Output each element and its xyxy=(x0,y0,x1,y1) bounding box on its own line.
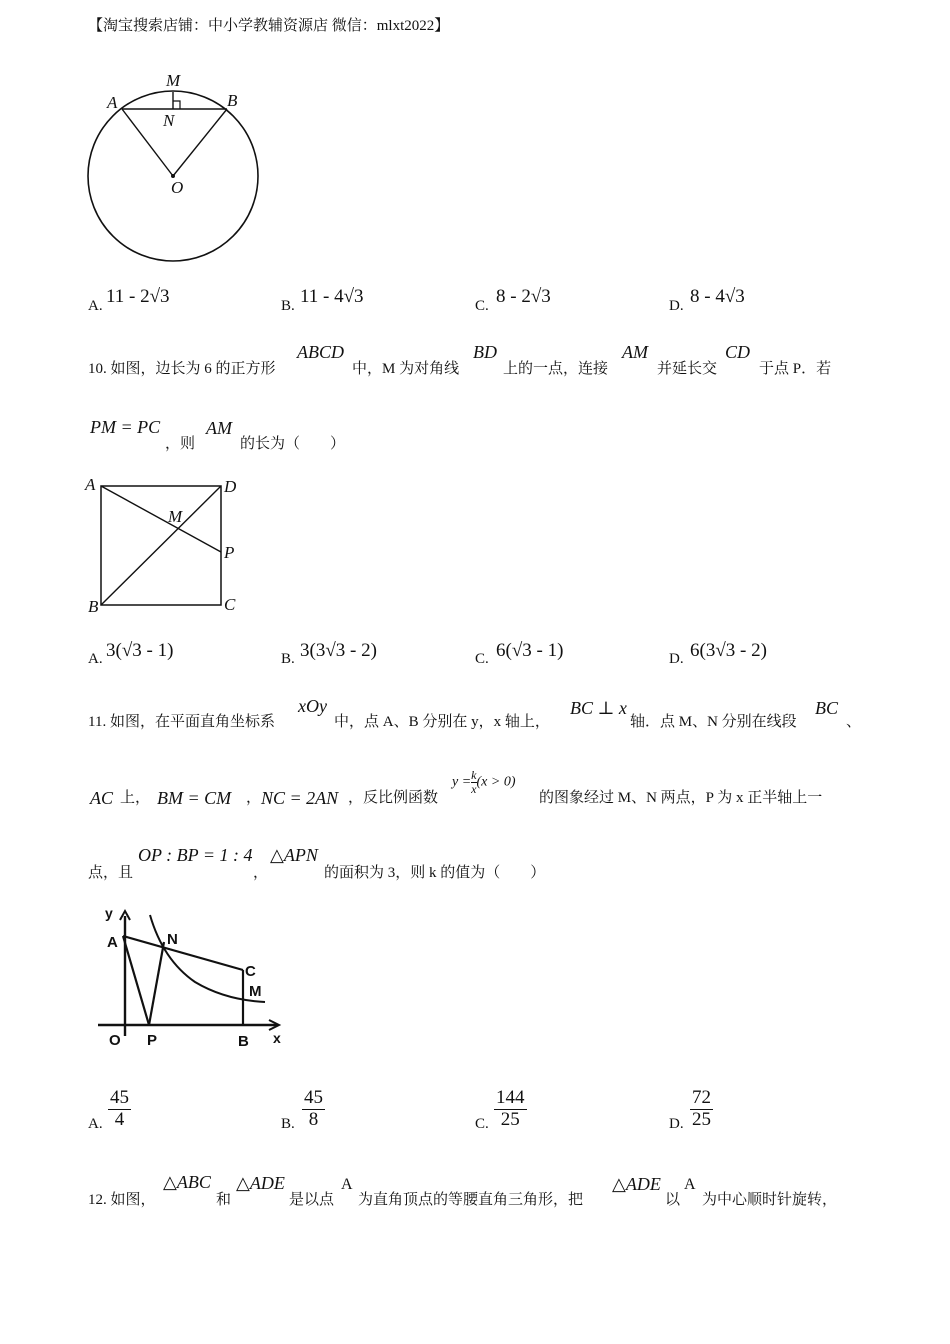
q12-text-2: 和 xyxy=(216,1192,232,1208)
q11-function-denominator: x xyxy=(471,781,477,796)
q11-text-2: 中，点 A、B 分别在 y，x 轴上， xyxy=(334,714,550,730)
label-x: x xyxy=(273,1030,281,1046)
q11-math-ac: AC xyxy=(90,788,114,808)
q11-text-1: 11. 如图，在平面直角坐标系 xyxy=(88,714,275,730)
q12-text-5: 以 xyxy=(665,1192,681,1208)
page-header: 【淘宝搜索店铺：中小学教辅资源店 微信：mlxt2022】 xyxy=(88,18,450,34)
q11-text-4: 、 xyxy=(846,714,862,730)
q11-math-apn: △APN xyxy=(270,845,318,865)
q11-option-a-letter: A. xyxy=(88,1116,103,1132)
q11-function-lhs: y = xyxy=(452,774,472,790)
q10-math-abcd: ABCD xyxy=(297,342,344,362)
q11-option-a-numerator: 45 xyxy=(110,1087,129,1108)
q9-option-a-value: 11 - 2√3 xyxy=(106,286,170,307)
label-d: D xyxy=(224,477,237,496)
q11-option-c-numerator: 144 xyxy=(496,1087,525,1108)
label-b: B xyxy=(88,597,99,616)
q10-option-d-letter: D. xyxy=(669,651,684,667)
q10-math-am: AM xyxy=(622,342,648,362)
q12-math-a-2: A xyxy=(684,1176,696,1193)
q10-option-c-letter: C. xyxy=(475,651,489,667)
q12-math-ade-2: △ADE xyxy=(612,1174,661,1194)
q10-text-4: 并延长交 xyxy=(657,361,718,377)
q9-option-c-letter: C. xyxy=(475,298,489,314)
label-m: M xyxy=(166,71,181,90)
q9-option-b-value: 11 - 4√3 xyxy=(300,286,364,307)
q9-option-c-value: 8 - 2√3 xyxy=(496,286,551,307)
q11-option-d-letter: D. xyxy=(669,1116,684,1132)
q9-option-a-letter: A. xyxy=(88,298,103,314)
q9-option-d-letter: D. xyxy=(669,298,684,314)
label-p: P xyxy=(224,543,235,562)
q12-math-abc: △ABC xyxy=(163,1172,211,1192)
q12-text-1: 12. 如图， xyxy=(88,1192,156,1208)
q11-option-b-letter: B. xyxy=(281,1116,295,1132)
q11-option-a-fraction xyxy=(108,1088,131,1131)
q11-option-c-letter: C. xyxy=(475,1116,489,1132)
label-n: N xyxy=(163,111,175,130)
label-b: B xyxy=(238,1033,249,1050)
q10-text-1: 10. 如图，边长为 6 的正方形 xyxy=(88,361,276,377)
q11-option-b-denominator: 8 xyxy=(308,1108,319,1130)
q10-option-a-value: 3(√3 - 1) xyxy=(106,640,174,661)
q11-function xyxy=(452,769,516,795)
circle-figure xyxy=(80,68,270,268)
q11-option-c-denominator: 25 xyxy=(500,1108,520,1130)
coordinate-figure xyxy=(95,898,295,1058)
q10-option-b-letter: B. xyxy=(281,651,295,667)
q10-text-3: 上的一点，连接 xyxy=(503,361,609,377)
q11-option-c-fraction xyxy=(494,1088,527,1131)
label-m: M xyxy=(249,983,262,1000)
q11-text-9: 点，且 xyxy=(88,865,134,881)
q11-text-8: 的图象经过 M、N 两点，P 为 x 正半轴上一 xyxy=(539,790,823,806)
q11-text-7: ，反比例函数 xyxy=(348,790,439,806)
q11-text-11: 的面积为 3，则 k 的值为（ ） xyxy=(324,865,546,881)
q11-text-5: 上， xyxy=(120,790,151,806)
label-o: O xyxy=(109,1032,121,1049)
label-a: A xyxy=(85,475,96,494)
label-n: N xyxy=(167,931,178,948)
q9-option-d-value: 8 - 4√3 xyxy=(690,286,745,307)
q10-option-b-value: 3(3√3 - 2) xyxy=(300,640,377,661)
q12-math-a: A xyxy=(341,1176,353,1193)
q11-text-3: 轴．点 M、N 分别在线段 xyxy=(630,714,797,730)
q10-option-c-value: 6(√3 - 1) xyxy=(496,640,564,661)
label-c: C xyxy=(245,963,256,980)
q11-math-bm-cm: BM = CM xyxy=(157,788,232,808)
q11-math-bc-perp: BC ⊥ x xyxy=(570,698,627,718)
q11-option-d-fraction xyxy=(690,1088,713,1131)
q10-option-d-value: 6(3√3 - 2) xyxy=(690,640,767,661)
q10-option-a-letter: A. xyxy=(88,651,103,667)
q11-option-b-numerator: 45 xyxy=(304,1087,323,1108)
square-figure xyxy=(80,470,250,620)
q10-math-am-2: AM xyxy=(206,418,232,438)
q10-text-5: 于点 P．若 xyxy=(759,361,832,377)
q11-math-xoy: xOy xyxy=(298,696,327,716)
q10-text-6: ，则 xyxy=(165,436,196,452)
q12-text-4: 为直角顶点的等腰直角三角形，把 xyxy=(358,1192,584,1208)
label-p: P xyxy=(147,1032,158,1049)
q10-math-cd: CD xyxy=(725,342,751,362)
q9-option-b-letter: B. xyxy=(281,298,295,314)
q10-math-bd: BD xyxy=(473,342,497,362)
q11-option-a-denominator: 4 xyxy=(114,1108,125,1130)
q11-option-b-fraction xyxy=(302,1088,325,1131)
label-m: M xyxy=(168,507,183,526)
label-c: C xyxy=(224,595,236,614)
q11-function-condition: (x > 0) xyxy=(476,774,516,790)
q10-text-2: 中，M 为对角线 xyxy=(352,361,460,377)
q11-text-10: ， xyxy=(253,865,269,881)
q11-math-ratio: OP : BP = 1 : 4 xyxy=(138,845,253,865)
label-b: B xyxy=(227,91,238,110)
label-a: A xyxy=(107,934,118,951)
q12-text-6: 为中心顺时针旋转， xyxy=(702,1192,838,1208)
q11-text-6: ， xyxy=(246,790,262,806)
q11-option-d-denominator: 25 xyxy=(692,1108,711,1130)
q10-math-pm-pc: PM = PC xyxy=(90,417,161,437)
q10-text-7: 的长为（ ） xyxy=(240,436,346,452)
q12-math-ade: △ADE xyxy=(236,1173,285,1193)
q11-option-d-numerator: 72 xyxy=(692,1087,711,1108)
q11-math-nc-an: NC = 2AN xyxy=(261,788,339,808)
label-y: y xyxy=(105,905,113,921)
q11-math-bc: BC xyxy=(815,698,839,718)
q11-function-numerator: k xyxy=(471,768,477,782)
q12-text-3: 是以点 xyxy=(289,1192,335,1208)
label-o: O xyxy=(171,178,184,197)
label-a: A xyxy=(107,93,118,112)
